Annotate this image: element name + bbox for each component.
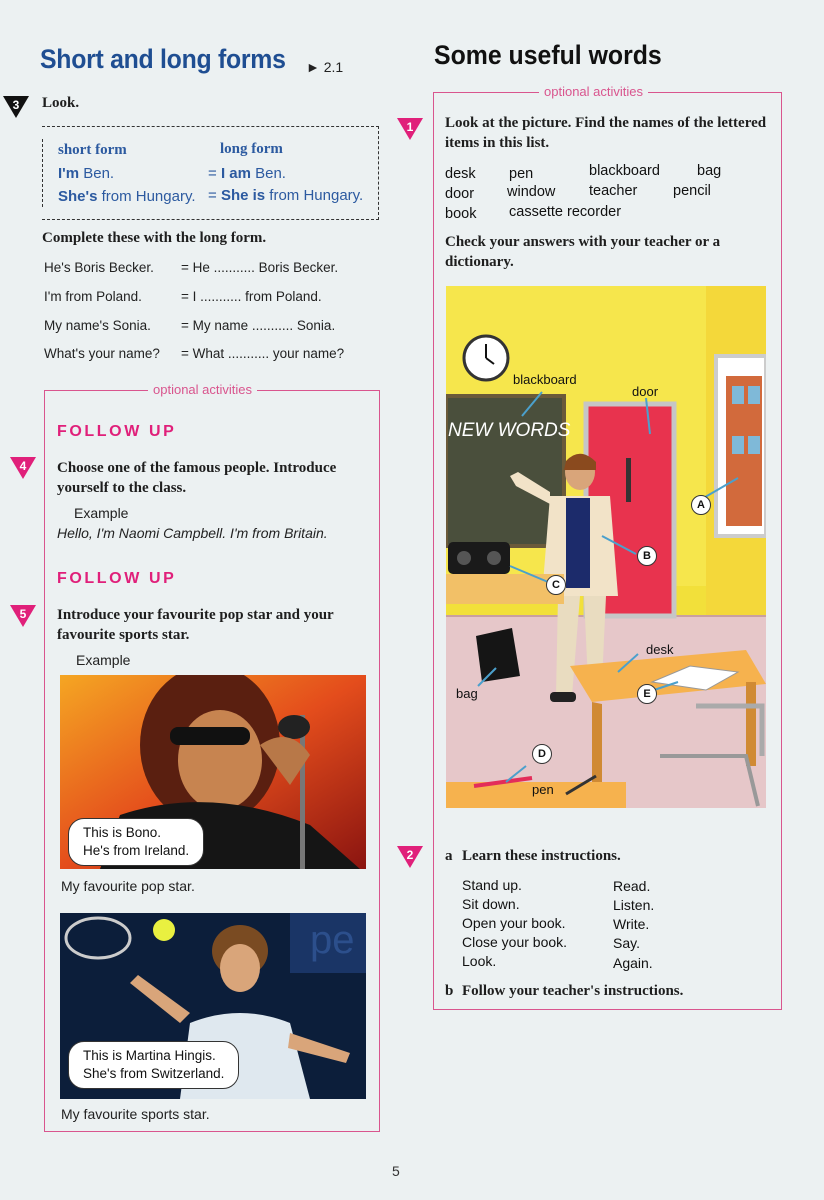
short-form-heading: short form (58, 142, 127, 158)
instruction-write: Write. (613, 916, 650, 932)
activity-1-instruction: Look at the picture. Find the names of the lettered items in this list. (445, 115, 767, 151)
forms-example-box (42, 126, 379, 220)
activity-2b-instruction: Follow your teacher's instructions. (462, 983, 684, 999)
instruction-say: Say. (613, 935, 640, 951)
instruction-look: Look. (462, 953, 497, 969)
word-bag: bag (697, 163, 722, 179)
optional-activities-label-right: optional activities (539, 84, 648, 99)
activity-5-example-label: Example (76, 652, 131, 668)
board-text: NEW WORDS (448, 420, 571, 441)
section-title-short-long-forms: Short and long forms (40, 44, 286, 74)
exercise-2-long: = I ........... from Poland. (181, 289, 322, 304)
picture-label-bag: bag (456, 686, 478, 701)
follow-up-heading-2: FOLLOW UP (57, 570, 177, 587)
activity-3-marker: 3 (3, 96, 29, 118)
activity-2a-instruction: Learn these instructions. (462, 848, 621, 864)
exercise-3-short: My name's Sonia. (44, 318, 151, 333)
word-teacher: teacher (589, 183, 638, 199)
short-form-example-1: I'm Ben. (58, 165, 115, 182)
long-form-example-2: = She is from Hungary. (208, 187, 364, 204)
complete-instruction: Complete these with the long form. (42, 230, 267, 246)
short-form-example-2: She's from Hungary. (58, 188, 196, 205)
activity-4-example-text: Hello, I'm Naomi Campbell. I'm from Britain. (57, 525, 328, 541)
svg-text:pe: pe (310, 918, 355, 962)
look-instruction: Look. (42, 95, 80, 111)
word-pen: pen (509, 166, 534, 182)
word-desk: desk (445, 166, 476, 182)
pop-star-speech-bubble: This is Bono. He's from Ireland. (68, 818, 204, 866)
page-number: 5 (392, 1163, 400, 1179)
picture-label-desk: desk (646, 642, 674, 657)
instruction-sit-down: Sit down. (462, 896, 520, 912)
word-pencil: pencil (673, 183, 711, 199)
activity-4-marker: 4 (10, 457, 36, 479)
exercise-3-long: = My name ........... Sonia. (181, 318, 336, 333)
word-cassette-recorder: cassette recorder (509, 204, 622, 220)
instruction-again: Again. (613, 955, 653, 971)
activity-5-instruction: Introduce your favourite pop star and your favourite sports star. (57, 607, 334, 643)
activity-1-marker: 1 (397, 118, 423, 140)
picture-label-door: door (632, 384, 659, 399)
follow-up-heading-1: FOLLOW UP (57, 423, 177, 440)
instruction-read: Read. (613, 878, 651, 894)
instruction-open-book: Open your book. (462, 915, 566, 931)
exercise-1-short: He's Boris Becker. (44, 260, 154, 275)
picture-label-blackboard: blackboard (513, 372, 577, 387)
pop-star-photo (60, 675, 366, 869)
word-door: door (445, 186, 475, 202)
instruction-listen: Listen. (613, 897, 655, 913)
exercise-4-short: What's your name? (44, 346, 160, 361)
word-blackboard: blackboard (589, 163, 660, 179)
activity-5-marker: 5 (10, 605, 36, 627)
activity-4-instruction: Choose one of the famous people. Introduce yourself to the class. (57, 460, 337, 496)
exercise-4-long: = What ........... your name? (181, 346, 345, 361)
exercise-1-long: = He ........... Boris Becker. (181, 260, 339, 275)
long-form-example-1: = I am Ben. (208, 165, 286, 182)
pop-star-caption: My favourite pop star. (61, 878, 195, 894)
instruction-stand-up: Stand up. (462, 877, 522, 893)
check-answers-instruction: Check your answers with your teacher or a dictionary. (445, 234, 721, 270)
activity-2b-letter: b (445, 983, 454, 999)
activity-2a-letter: a (445, 848, 453, 864)
section-title-useful-words: Some useful words (434, 40, 662, 70)
word-book: book (445, 206, 477, 222)
picture-letter-c: C (546, 575, 566, 595)
long-form-heading: long form (220, 141, 283, 157)
optional-activities-label-left: optional activities (148, 382, 257, 397)
activity-4-example-label: Example (74, 505, 129, 521)
word-window: window (507, 184, 556, 200)
audio-track-reference: ► 2.1 (306, 59, 344, 75)
exercise-2-short: I'm from Poland. (44, 289, 142, 304)
picture-letter-a: A (691, 495, 711, 515)
sports-star-caption: My favourite sports star. (61, 1106, 210, 1122)
picture-label-pen: pen (532, 782, 554, 797)
sports-star-photo (60, 913, 366, 1099)
classroom-picture (446, 286, 766, 808)
instruction-close-book: Close your book. (462, 934, 568, 950)
sports-star-speech-bubble: This is Martina Hingis. She's from Switzerland. (68, 1041, 239, 1089)
picture-letter-e: E (637, 684, 657, 704)
activity-2-marker: 2 (397, 846, 423, 868)
picture-letter-b: B (637, 546, 657, 566)
picture-letter-d: D (532, 744, 552, 764)
